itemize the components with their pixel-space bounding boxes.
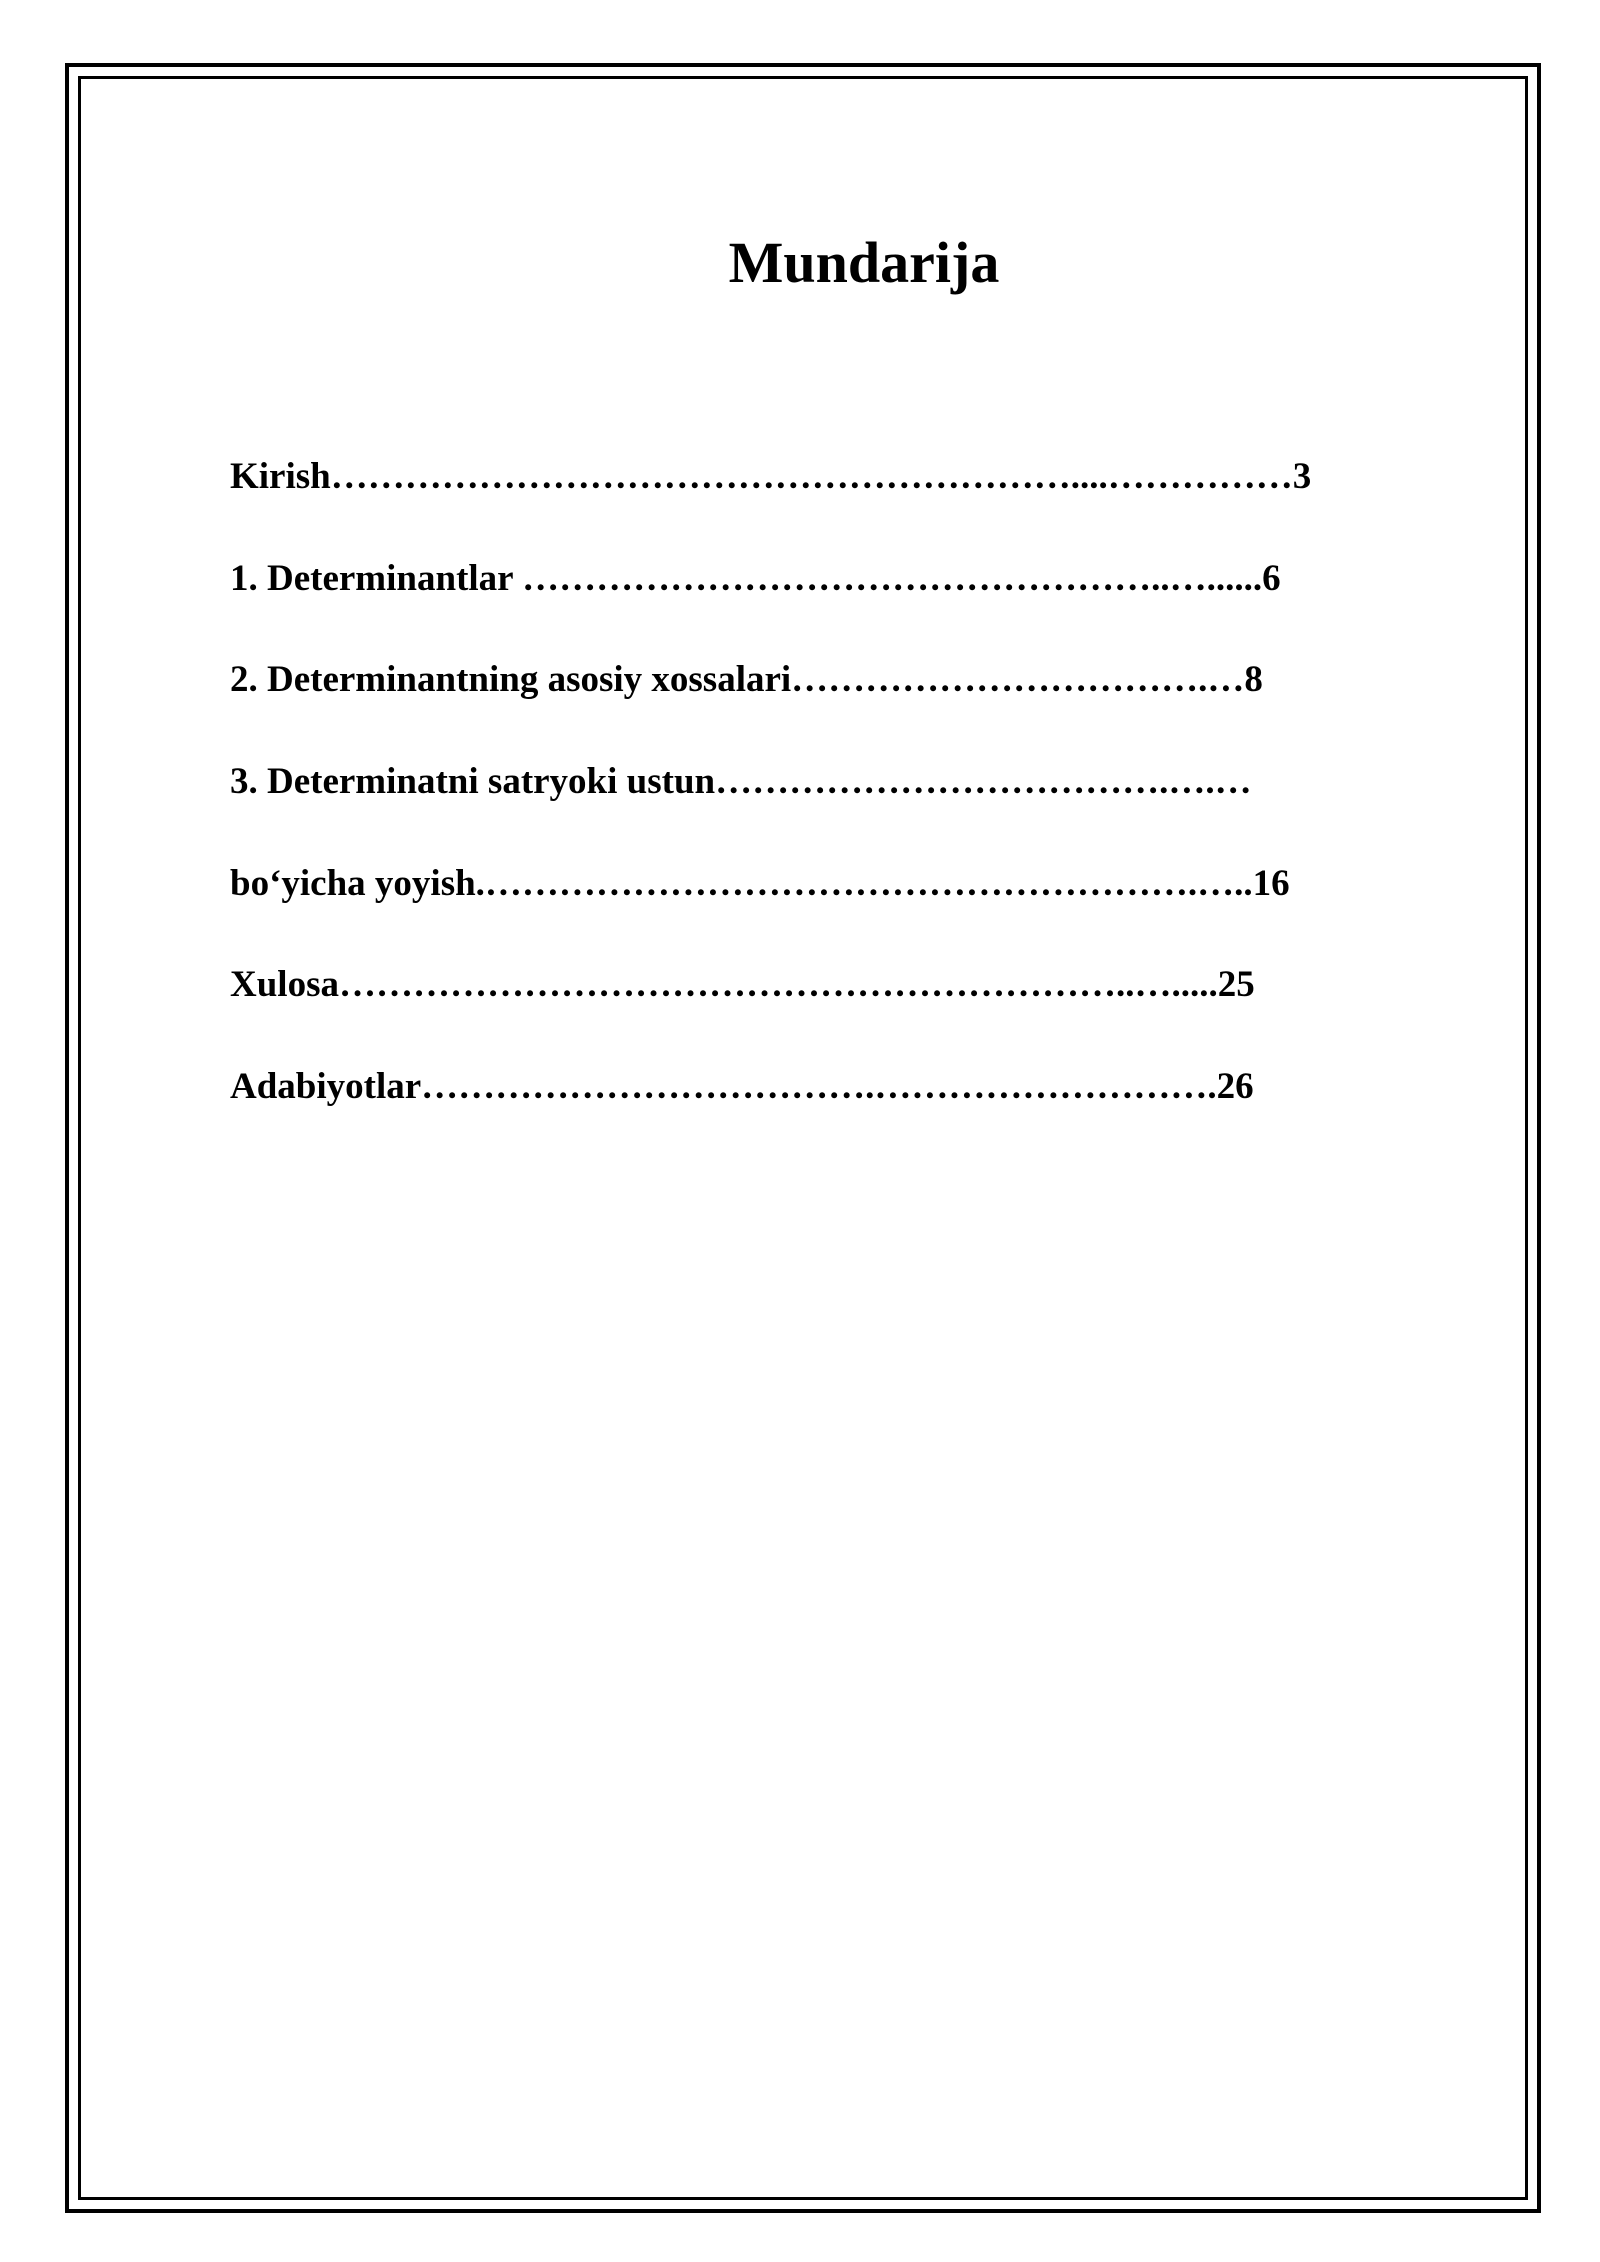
- toc-entry-yoyish: 3. Determinatni satryoki ustun……………………………….….…: [230, 761, 1252, 802]
- toc-entry-yoyish-continued: bo‘yicha yoyish.………………………………………………….…..16: [230, 863, 1290, 904]
- page-border: [65, 63, 1541, 2213]
- toc-entry-asosiy-xossalari: 2. Determinantning asosiy xossalari…………………………….…8: [230, 659, 1263, 700]
- toc-entry-determinantlar: 1. Determinantlar ……………………………………………..…......6: [230, 558, 1281, 599]
- toc-entry-xulosa: Xulosa………………………………………………………..….....25: [230, 964, 1255, 1005]
- page-border-inner: [78, 76, 1528, 2200]
- page-title: Mundarija: [728, 230, 1000, 295]
- toc-entry-kirish: Kirish……………………………………………………....……………3: [230, 456, 1312, 497]
- toc-entry-adabiyotlar: Adabiyotlar……………………………….……………………….26: [230, 1066, 1254, 1107]
